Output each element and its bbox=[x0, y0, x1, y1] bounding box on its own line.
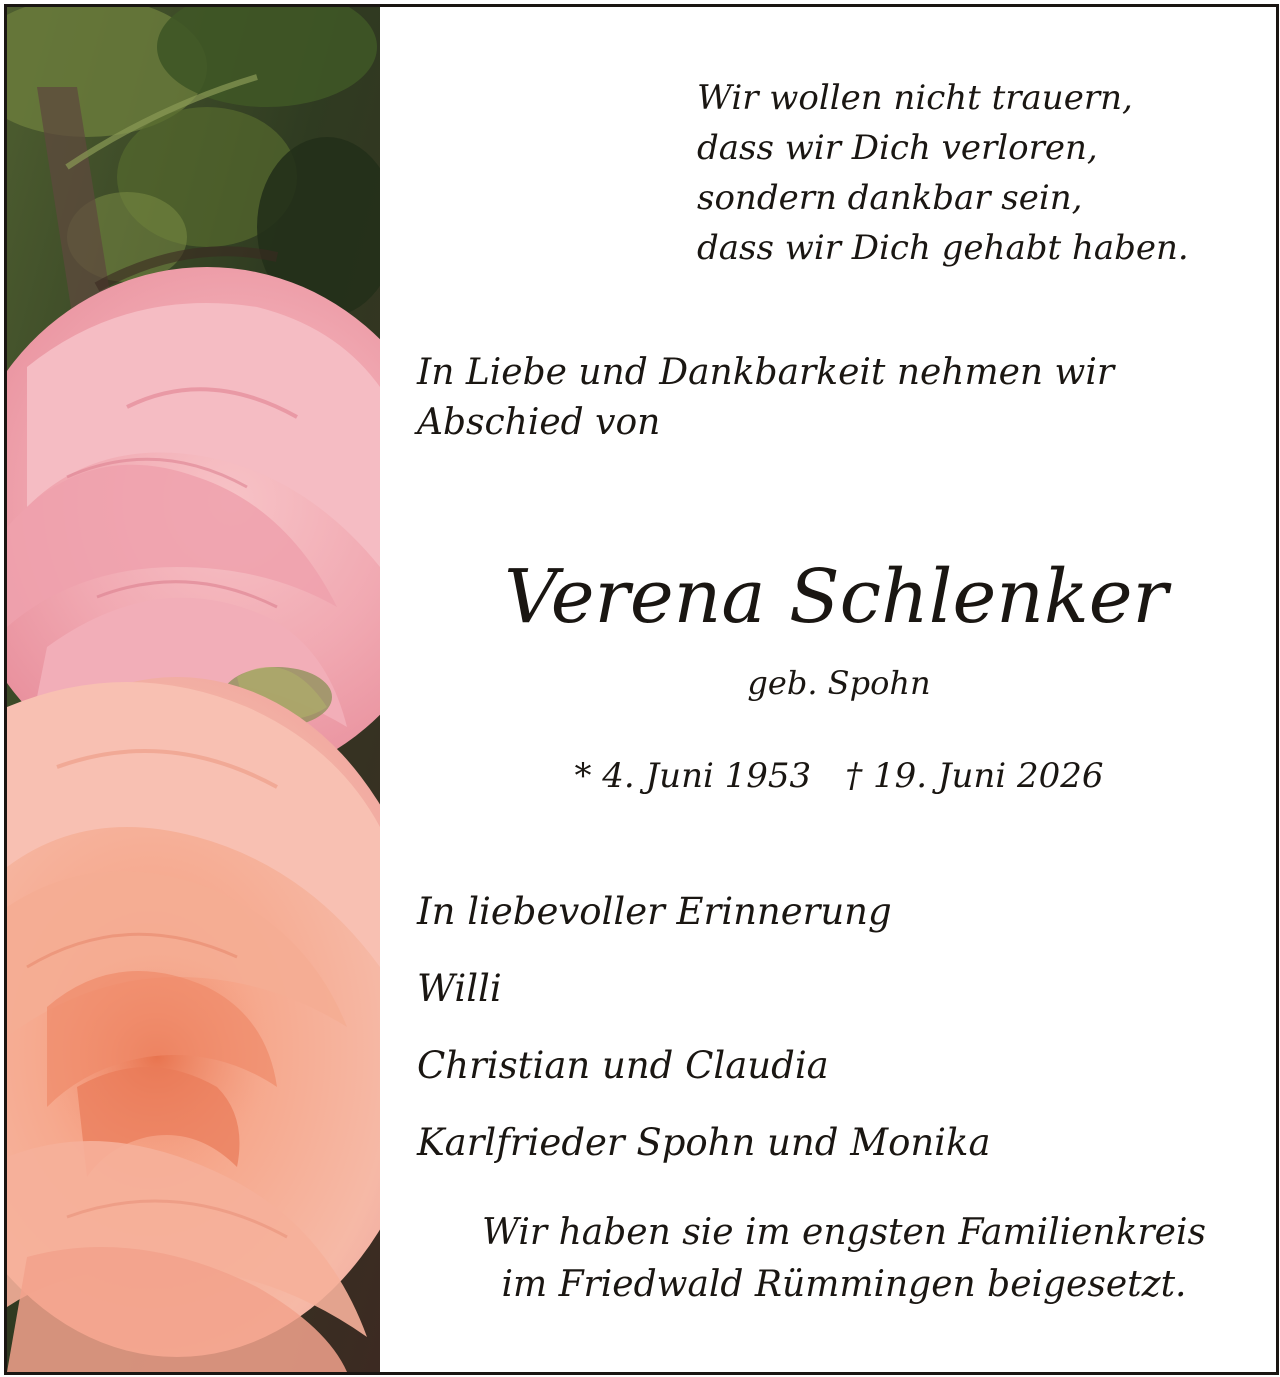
poem bbox=[697, 73, 1189, 273]
life-dates bbox=[380, 751, 1276, 801]
mourner-name: Willi bbox=[417, 967, 502, 1010]
mourner-name: Karlfrieder Spohn und Monika bbox=[417, 1121, 991, 1164]
intro-text bbox=[417, 348, 1114, 448]
intro-line: In Liebe und Dankbarkeit nehmen wir bbox=[417, 352, 1115, 393]
rose-photo-image bbox=[7, 7, 380, 1372]
poem-line: sondern dankbar sein, bbox=[697, 178, 1083, 218]
closing-line: Wir haben sie im engsten Familienkreis bbox=[482, 1212, 1206, 1253]
deceased-name: Verena Schlenker bbox=[504, 554, 1168, 640]
rose-photo bbox=[7, 7, 380, 1372]
mourners-heading: In liebevoller Erinnerung bbox=[417, 890, 892, 933]
obituary-notice bbox=[4, 4, 1279, 1375]
mourner-name: Christian und Claudia bbox=[417, 1044, 829, 1087]
poem-line: dass wir Dich gehabt haben. bbox=[697, 228, 1189, 268]
intro-line: Abschied von bbox=[417, 402, 661, 443]
birth-name: geb. Spohn bbox=[747, 664, 931, 702]
poem-line: dass wir Dich verloren, bbox=[697, 128, 1098, 168]
birth-date: * 4. Juni 1953 bbox=[574, 756, 812, 796]
death-date: † 19. Juni 2026 bbox=[845, 756, 1104, 796]
poem-line: Wir wollen nicht trauern, bbox=[697, 78, 1133, 118]
mourners bbox=[417, 873, 991, 1181]
closing-line: im Friedwald Rümmingen beigesetzt. bbox=[501, 1264, 1187, 1305]
closing-note bbox=[380, 1207, 1276, 1311]
